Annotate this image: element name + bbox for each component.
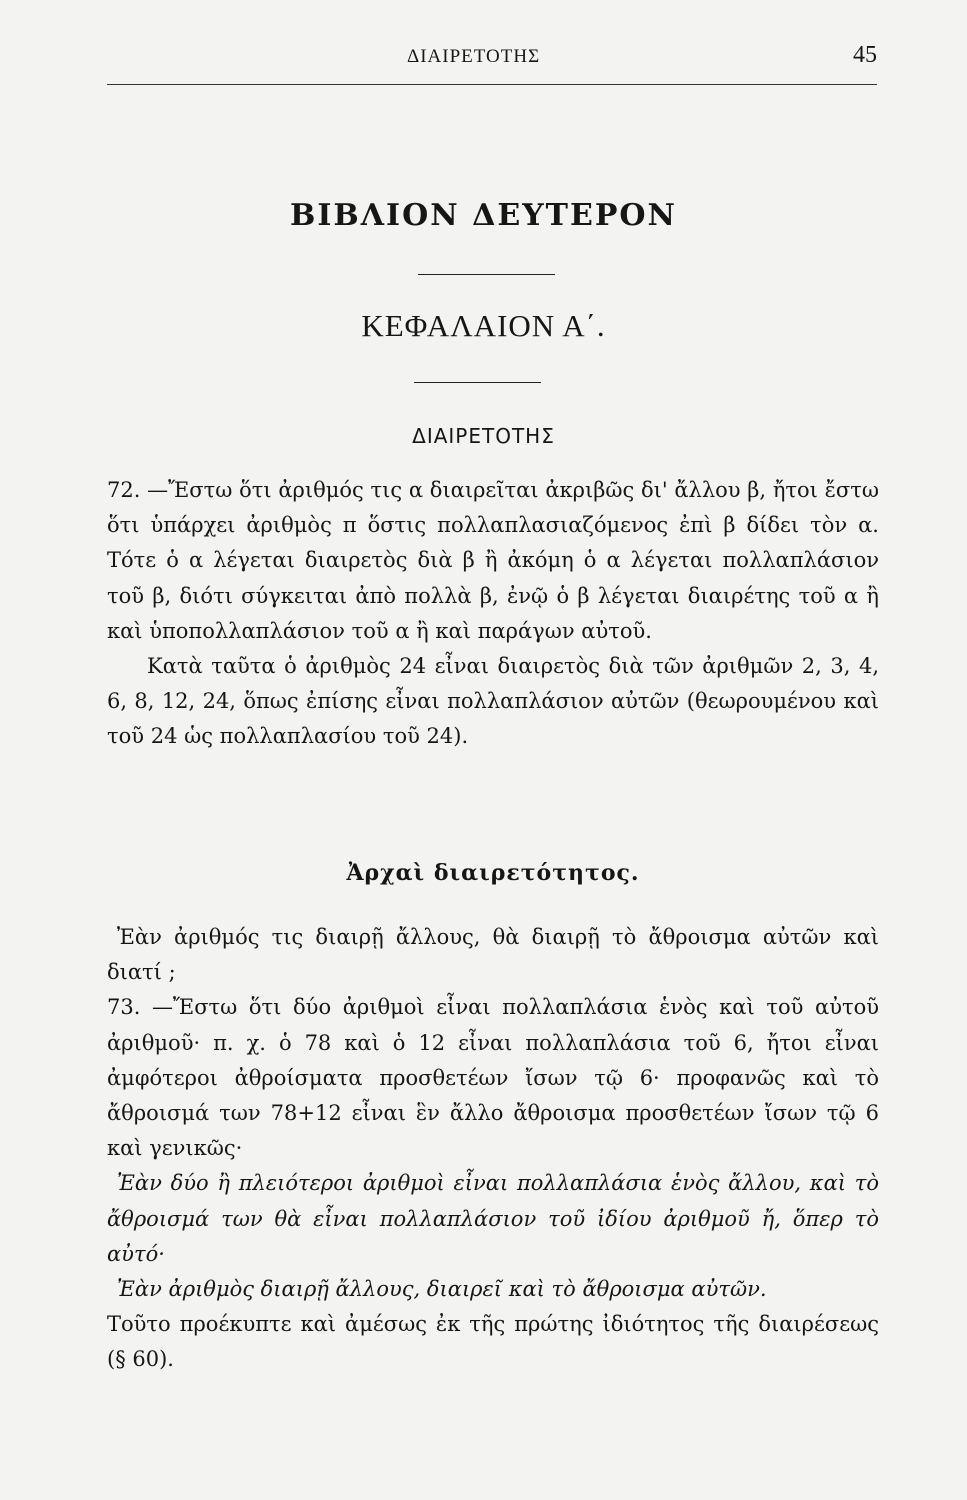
- running-title: ΔΙΑΙΡΕΤΟΤΗΣ: [407, 46, 541, 67]
- body-text-2: [107, 920, 879, 1378]
- question: Ἐὰν ἀριθμός τις διαιρῇ ἄλλους, θὰ διαιρῇ τὸ ἄθροισμα αὐτῶν καὶ διατί ;: [107, 925, 879, 985]
- paragraph-72: 72. —Ἔστω ὅτι ἀριθμός τις α διαιρεῖται ἀκριβῶς δι' ἄλλου β, ἤτοι ἔστω ὅτι ὑπάρχει ἀριθμὸς π ὅστις πολλαπλασιαζόμενος ἐπὶ β δίδει τὸν α. Τότε ὁ α λέγεται διαιρετὸς διὰ β ἢ ἀκόμη ὁ α λέγεται πολλαπλάσιον τοῦ β, διότι σύγκειται ἀπὸ πολλὰ β, ἐνῷ ὁ β λέγεται διαιρέτης τοῦ α ἢ καὶ ὑποπολλαπλάσιον τοῦ α ἢ καὶ παράγων αὐτοῦ.: [107, 478, 879, 643]
- section-title: ΔΙΑΙΡΕΤΟΤΗΣ: [412, 424, 555, 448]
- paragraph-72-example: Κατὰ ταῦτα ὁ ἀριθμὸς 24 εἶναι διαιρετὸς διὰ τῶν ἀριθμῶν 2, 3, 4, 6, 8, 12, 24, ὅπως ἐπίσης εἶναι πολλαπλάσιον αὐτῶν (θεωρουμένου καὶ τοῦ 24 ὡς πολλαπλασίου τοῦ 24).: [107, 654, 879, 749]
- paragraph-73: 73. —Ἔστω ὅτι δύο ἀριθμοὶ εἶναι πολλαπλάσια ἑνὸς καὶ τοῦ αὐτοῦ ἀριθμοῦ· π. χ. ὁ 78 καὶ ὁ 12 εἶναι πολλαπλάσια τοῦ 6, ἤτοι εἶναι ἀμφότεροι ἀθροίσματα προσθετέων ἴσων τῷ 6· προφανῶς καὶ τὸ ἄθροισμά των 78+12 εἶναι ἓν ἄλλο ἄθροισμα προσθετέων ἴσων τῷ 6 καὶ γενικῶς·: [107, 995, 879, 1161]
- subheading-block: [107, 856, 879, 891]
- rule-divides-sum: Ἐὰν ἀριθμὸς διαιρῇ ἄλλους, διαιρεῖ καὶ τὸ ἄθροισμα αὐτῶν.: [117, 1277, 767, 1302]
- body-text: [107, 473, 879, 755]
- chapter-divider: [414, 382, 541, 383]
- rule-sum-multiples: Ἐὰν δύο ἢ πλειότεροι ἀριθμοὶ εἶναι πολλαπλάσια ἑνὸς ἄλλου, καὶ τὸ ἄθροισμά των θὰ εἶναι πολλαπλάσιον τοῦ ἰδίου ἀριθμοῦ ἤ, ὅπερ τὸ αὐτό·: [107, 1171, 879, 1266]
- page-number: 45: [853, 42, 877, 68]
- header-rule: [107, 84, 877, 85]
- closing-paragraph: Τοῦτο προέκυπτε καὶ ἀμέσως ἐκ τῆς πρώτης ἰδιότητος τῆς διαιρέσεως (§ 60).: [107, 1312, 879, 1372]
- title-divider: [418, 274, 555, 275]
- running-head: [107, 42, 877, 76]
- subheading: Ἀρχαὶ διαιρετότητος.: [346, 860, 640, 886]
- book-title: ΒΙΒΛΙΟΝ ΔΕΥΤΕΡΟΝ: [290, 198, 677, 233]
- chapter-title: ΚΕΦΑΛΑΙΟΝ Α΄.: [361, 308, 606, 343]
